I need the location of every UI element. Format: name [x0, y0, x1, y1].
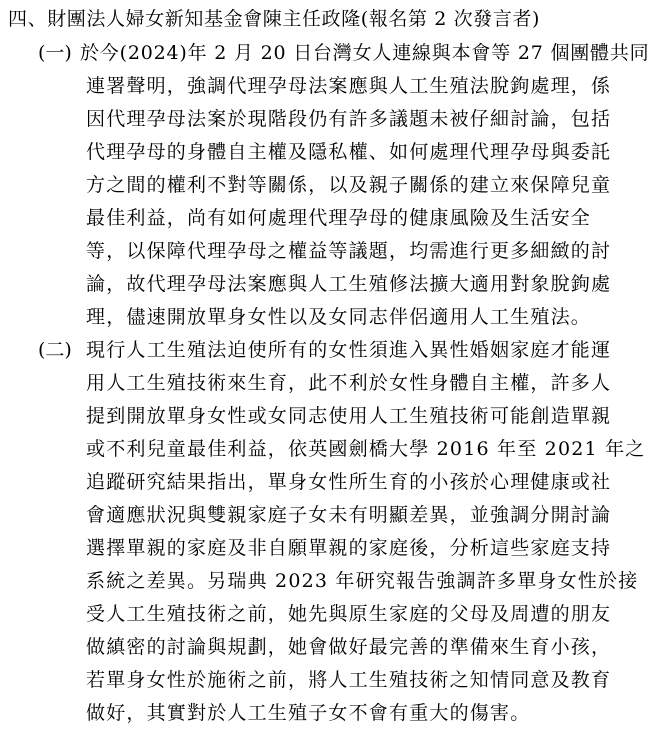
- item-2-line-4: 或不利兒童最佳利益，依英國劍橋大學 2016 年至 2021 年之: [86, 438, 646, 460]
- item-2-line-12: 做好，其實對於人工生殖子女不會有重大的傷害。: [86, 702, 531, 724]
- item-2-line-5: 追蹤研究結果指出，單身女性所生育的小孩於心理健康或社: [86, 471, 612, 493]
- section-heading: 四、財團法人婦女新知基金會陳主任政隆(報名第 2 次發言者): [8, 8, 540, 30]
- item-2-line-6: 會適應狀況與雙親家庭子女未有明顯差異，並強調分開討論: [86, 504, 612, 526]
- item-1-line-6: 最佳利益，尚有如何處理代理孕母的健康風險及生活安全: [86, 207, 592, 229]
- item-2-line-3: 提到開放單身女性或女同志使用人工生殖技術可能創造單親: [86, 405, 612, 427]
- item-2-line-2: 用人工生殖技術來生育，此不利於女性身體自主權，許多人: [86, 372, 612, 394]
- item-1-line-2: 連署聲明，強調代理孕母法案應與人工生殖法脫鉤處理，係: [86, 75, 612, 97]
- item-1-line-3: 因代理孕母法案於現階段仍有許多議題未被仔細討論，包括: [86, 108, 612, 130]
- item-2-line-1: 現行人工生殖法迫使所有的女性須進入異性婚姻家庭才能運: [86, 339, 612, 361]
- item-1-line-8: 論，故代理孕母法案應與人工生殖修法擴大適用對象脫鉤處: [86, 273, 612, 295]
- item-2-line-11: 若單身女性於施術之前，將人工生殖技術之知情同意及教育: [86, 669, 612, 691]
- item-1-line-9: 理，儘速開放單身女性以及女同志伴侶適用人工生殖法。: [86, 306, 592, 328]
- item-marker-1: (一): [38, 42, 72, 64]
- item-2-line-9: 受人工生殖技術之前，她先與原生家庭的父母及周遭的朋友: [86, 603, 612, 625]
- item-2-line-7: 選擇單親的家庭及非自願單親的家庭後，分析這些家庭支持: [86, 537, 612, 559]
- item-1-line-4: 代理孕母的身體自主權及隱私權、如何處理代理孕母與委託: [86, 141, 612, 163]
- item-1-line-7: 等，以保障代理孕母之權益等議題，均需進行更多細緻的討: [86, 240, 612, 262]
- item-2-line-8: 系統之差異。另瑞典 2023 年研究報告強調許多單身女性於接: [86, 570, 639, 592]
- item-1-line-5: 方之間的權利不對等關係，以及親子關係的建立來保障兒童: [86, 174, 612, 196]
- item-2-line-10: 做縝密的討論與規劃，她會做好最完善的準備來生育小孩，: [86, 636, 612, 658]
- item-marker-2: (二): [38, 339, 72, 361]
- item-1-line-1: 於今(2024)年 2 月 20 日台灣女人連線與本會等 27 個團體共同: [80, 42, 650, 64]
